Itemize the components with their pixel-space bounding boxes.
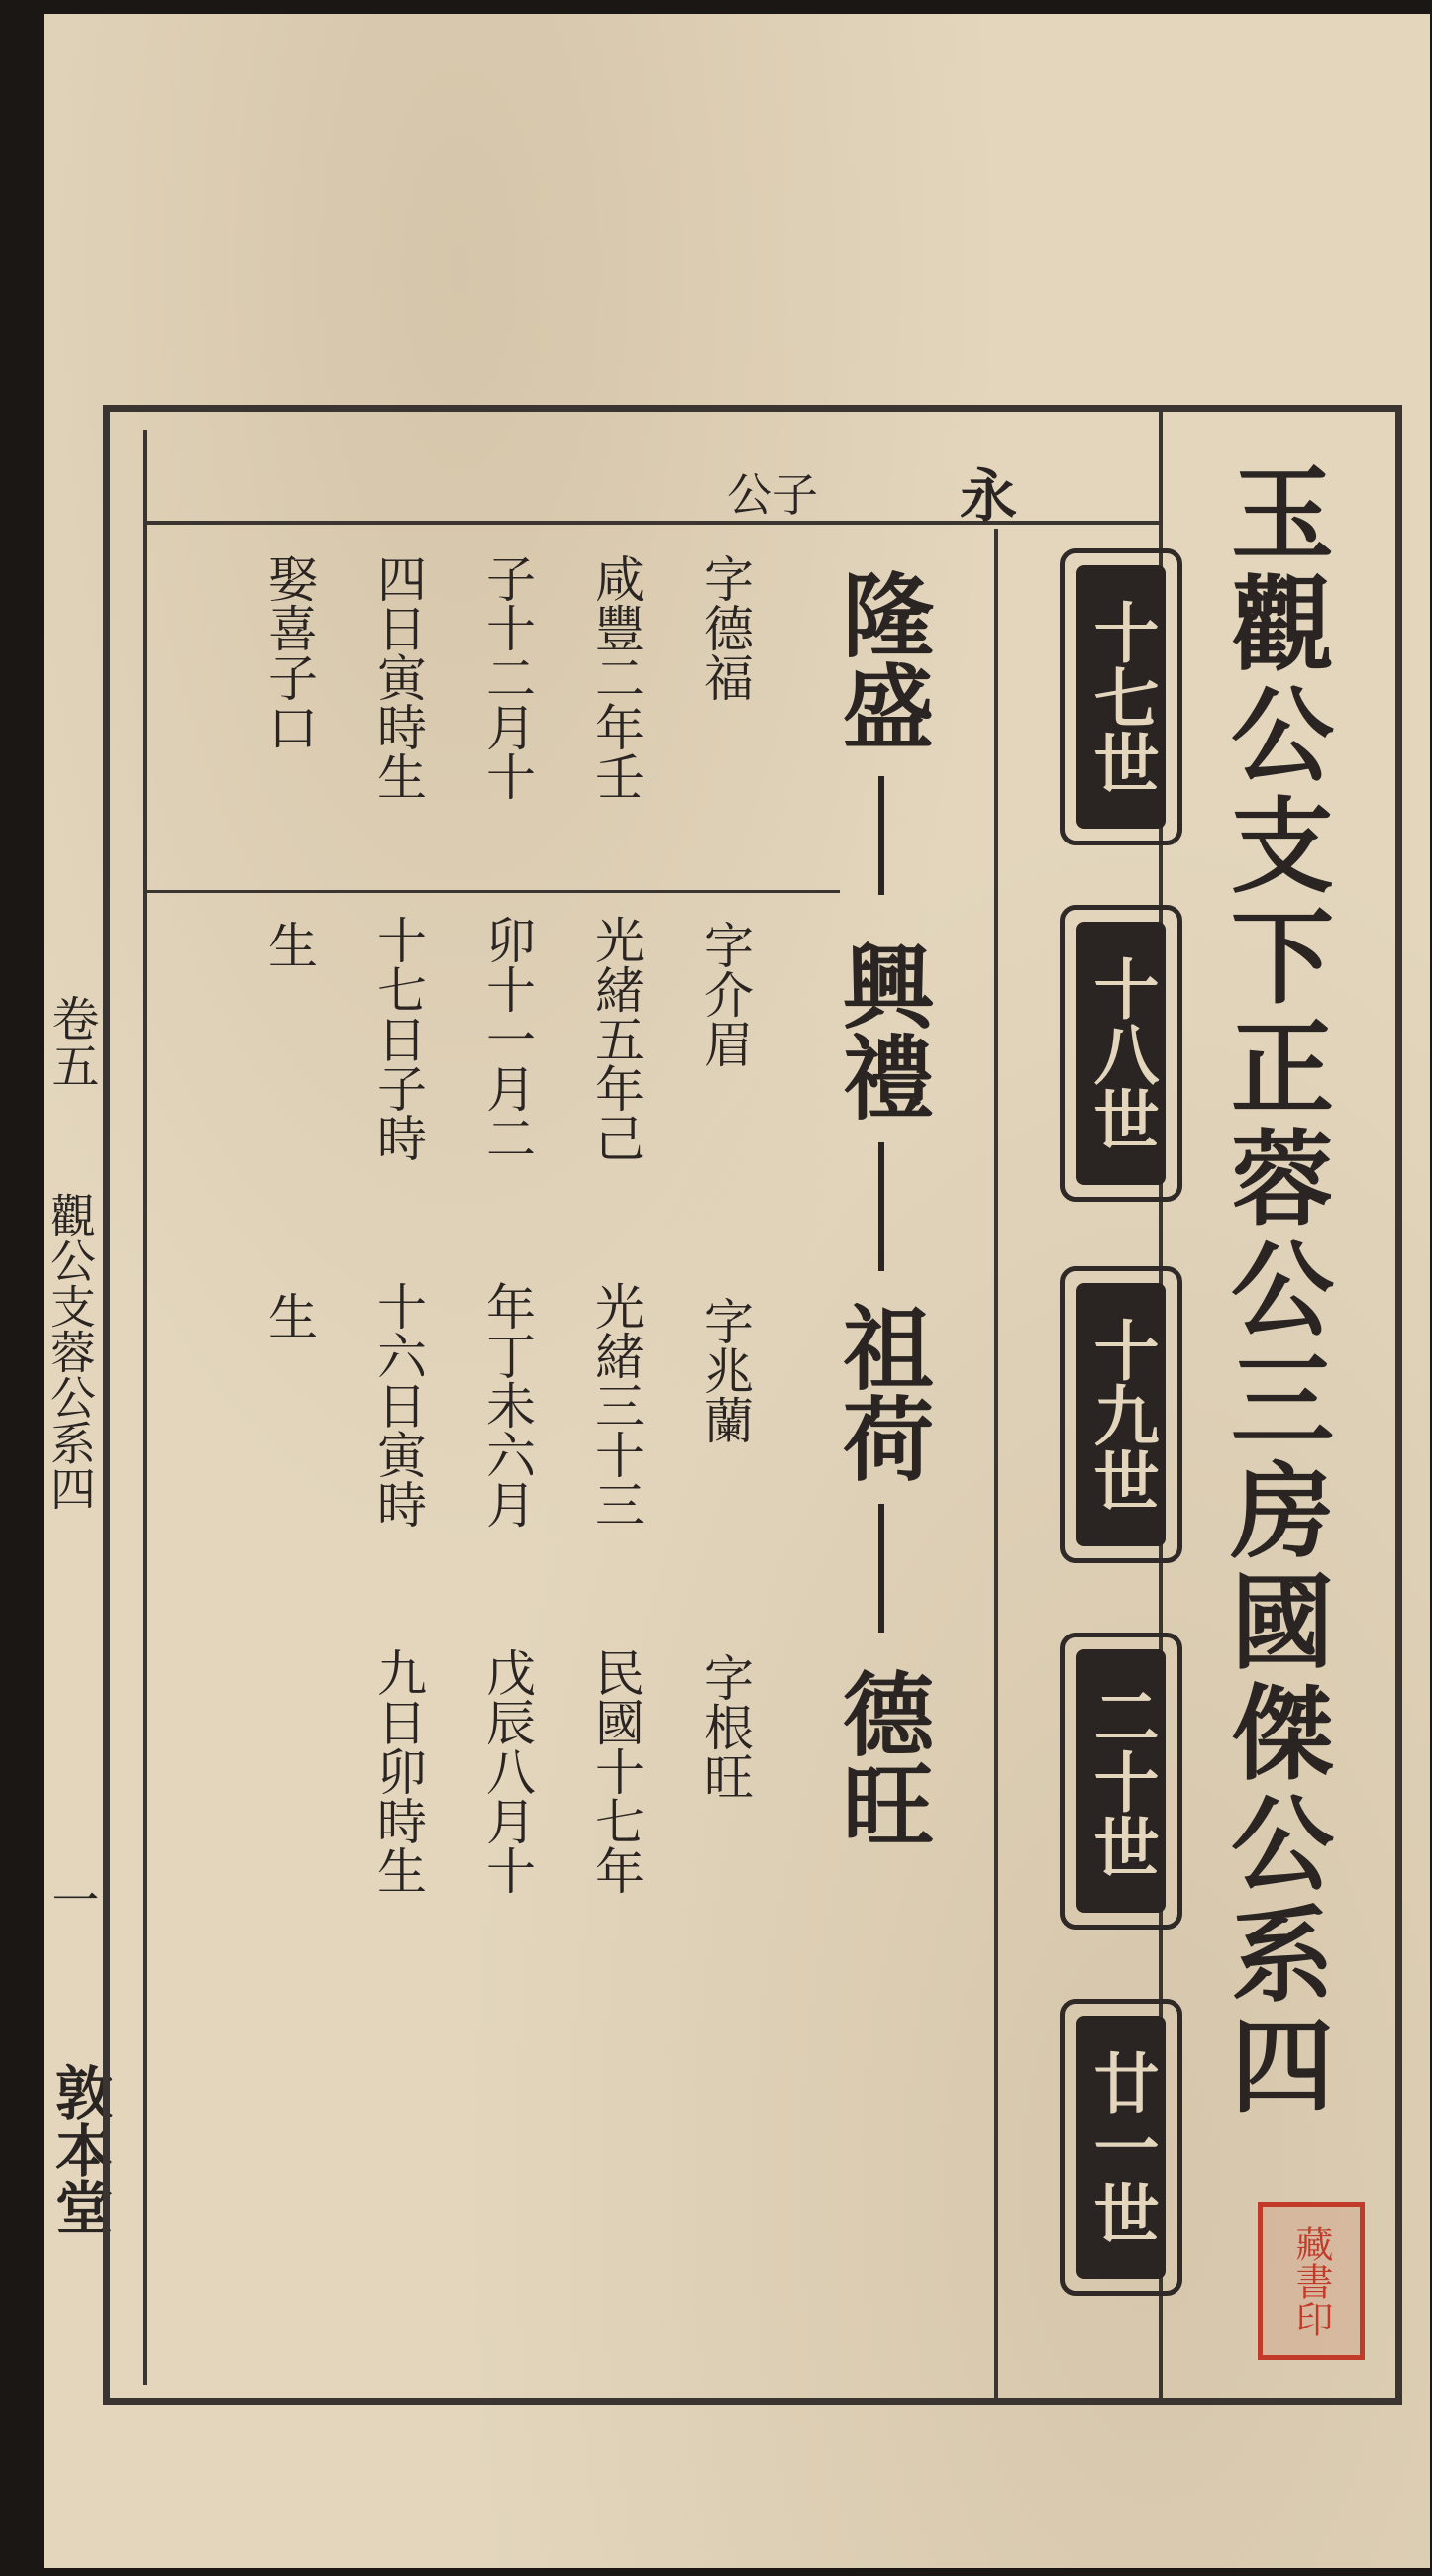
detail-column: 字介眉 xyxy=(696,920,754,1068)
seal-text: 藏書印 xyxy=(1289,2225,1333,2337)
margin-branch: 觀公支蓉公系四 xyxy=(44,1192,97,1511)
detail-column: 九日卯時生 xyxy=(369,1647,427,1895)
detail-column: 光緒五年己 xyxy=(587,915,645,1162)
generation-label xyxy=(1060,1999,1182,2296)
lineage-name: 興禮 xyxy=(828,940,935,1122)
generation-label xyxy=(1060,905,1182,1202)
page-title: 玉觀公支下正蓉公三房國傑公系四 xyxy=(1213,459,1335,2123)
lineage-name: 德旺 xyxy=(828,1667,935,1849)
detail-column: 十六日寅時 xyxy=(369,1281,427,1529)
margin-hall: 敦本堂 xyxy=(46,2063,113,2235)
detail-column: 娶喜子口 xyxy=(260,553,318,751)
genealogy-page xyxy=(44,14,1430,2568)
detail-column: 子十二月十 xyxy=(478,553,536,801)
lineage-connector xyxy=(878,1504,884,1633)
lineage-connector xyxy=(878,1142,884,1271)
margin-page: 一 xyxy=(44,1875,99,1923)
detail-column: 咸豐二年壬 xyxy=(587,553,645,801)
generation-text: 十九世 xyxy=(1082,1317,1160,1513)
detail-column: 四日寅時生 xyxy=(369,553,427,801)
margin-volume: 卷五 xyxy=(44,994,99,1089)
detail-column: 光緒三十三 xyxy=(587,1281,645,1529)
detail-column: 十七日子時 xyxy=(369,915,427,1162)
generation-text: 十七世 xyxy=(1082,599,1160,795)
detail-column: 生 xyxy=(260,920,318,969)
left-rule xyxy=(143,430,147,2385)
generation-label xyxy=(1060,548,1182,845)
lineage-name: 祖荷 xyxy=(828,1301,935,1483)
lineage-name: 隆盛 xyxy=(828,568,935,750)
generation-label xyxy=(1060,1633,1182,1930)
detail-column: 生 xyxy=(260,1291,318,1340)
lineage-connector xyxy=(878,776,884,895)
mid-rule xyxy=(147,890,840,893)
generation-label xyxy=(1060,1266,1182,1563)
generation-text: 廿一世 xyxy=(1082,2049,1160,2245)
detail-column: 字德福 xyxy=(696,553,754,702)
header-name: 永 xyxy=(960,462,1018,530)
content-rule xyxy=(994,529,998,2400)
detail-column: 卯十一月二 xyxy=(478,915,536,1162)
collector-seal xyxy=(1258,2202,1365,2360)
detail-column: 戊辰八月十 xyxy=(478,1647,536,1895)
header-suffix: 公子 xyxy=(727,468,818,522)
generation-text: 十八世 xyxy=(1082,955,1160,1151)
detail-column: 字根旺 xyxy=(696,1652,754,1801)
detail-column: 民國十七年 xyxy=(587,1647,645,1895)
generation-text: 二十世 xyxy=(1082,1683,1160,1879)
detail-column: 字兆蘭 xyxy=(696,1296,754,1444)
detail-column: 年丁未六月 xyxy=(478,1281,536,1529)
